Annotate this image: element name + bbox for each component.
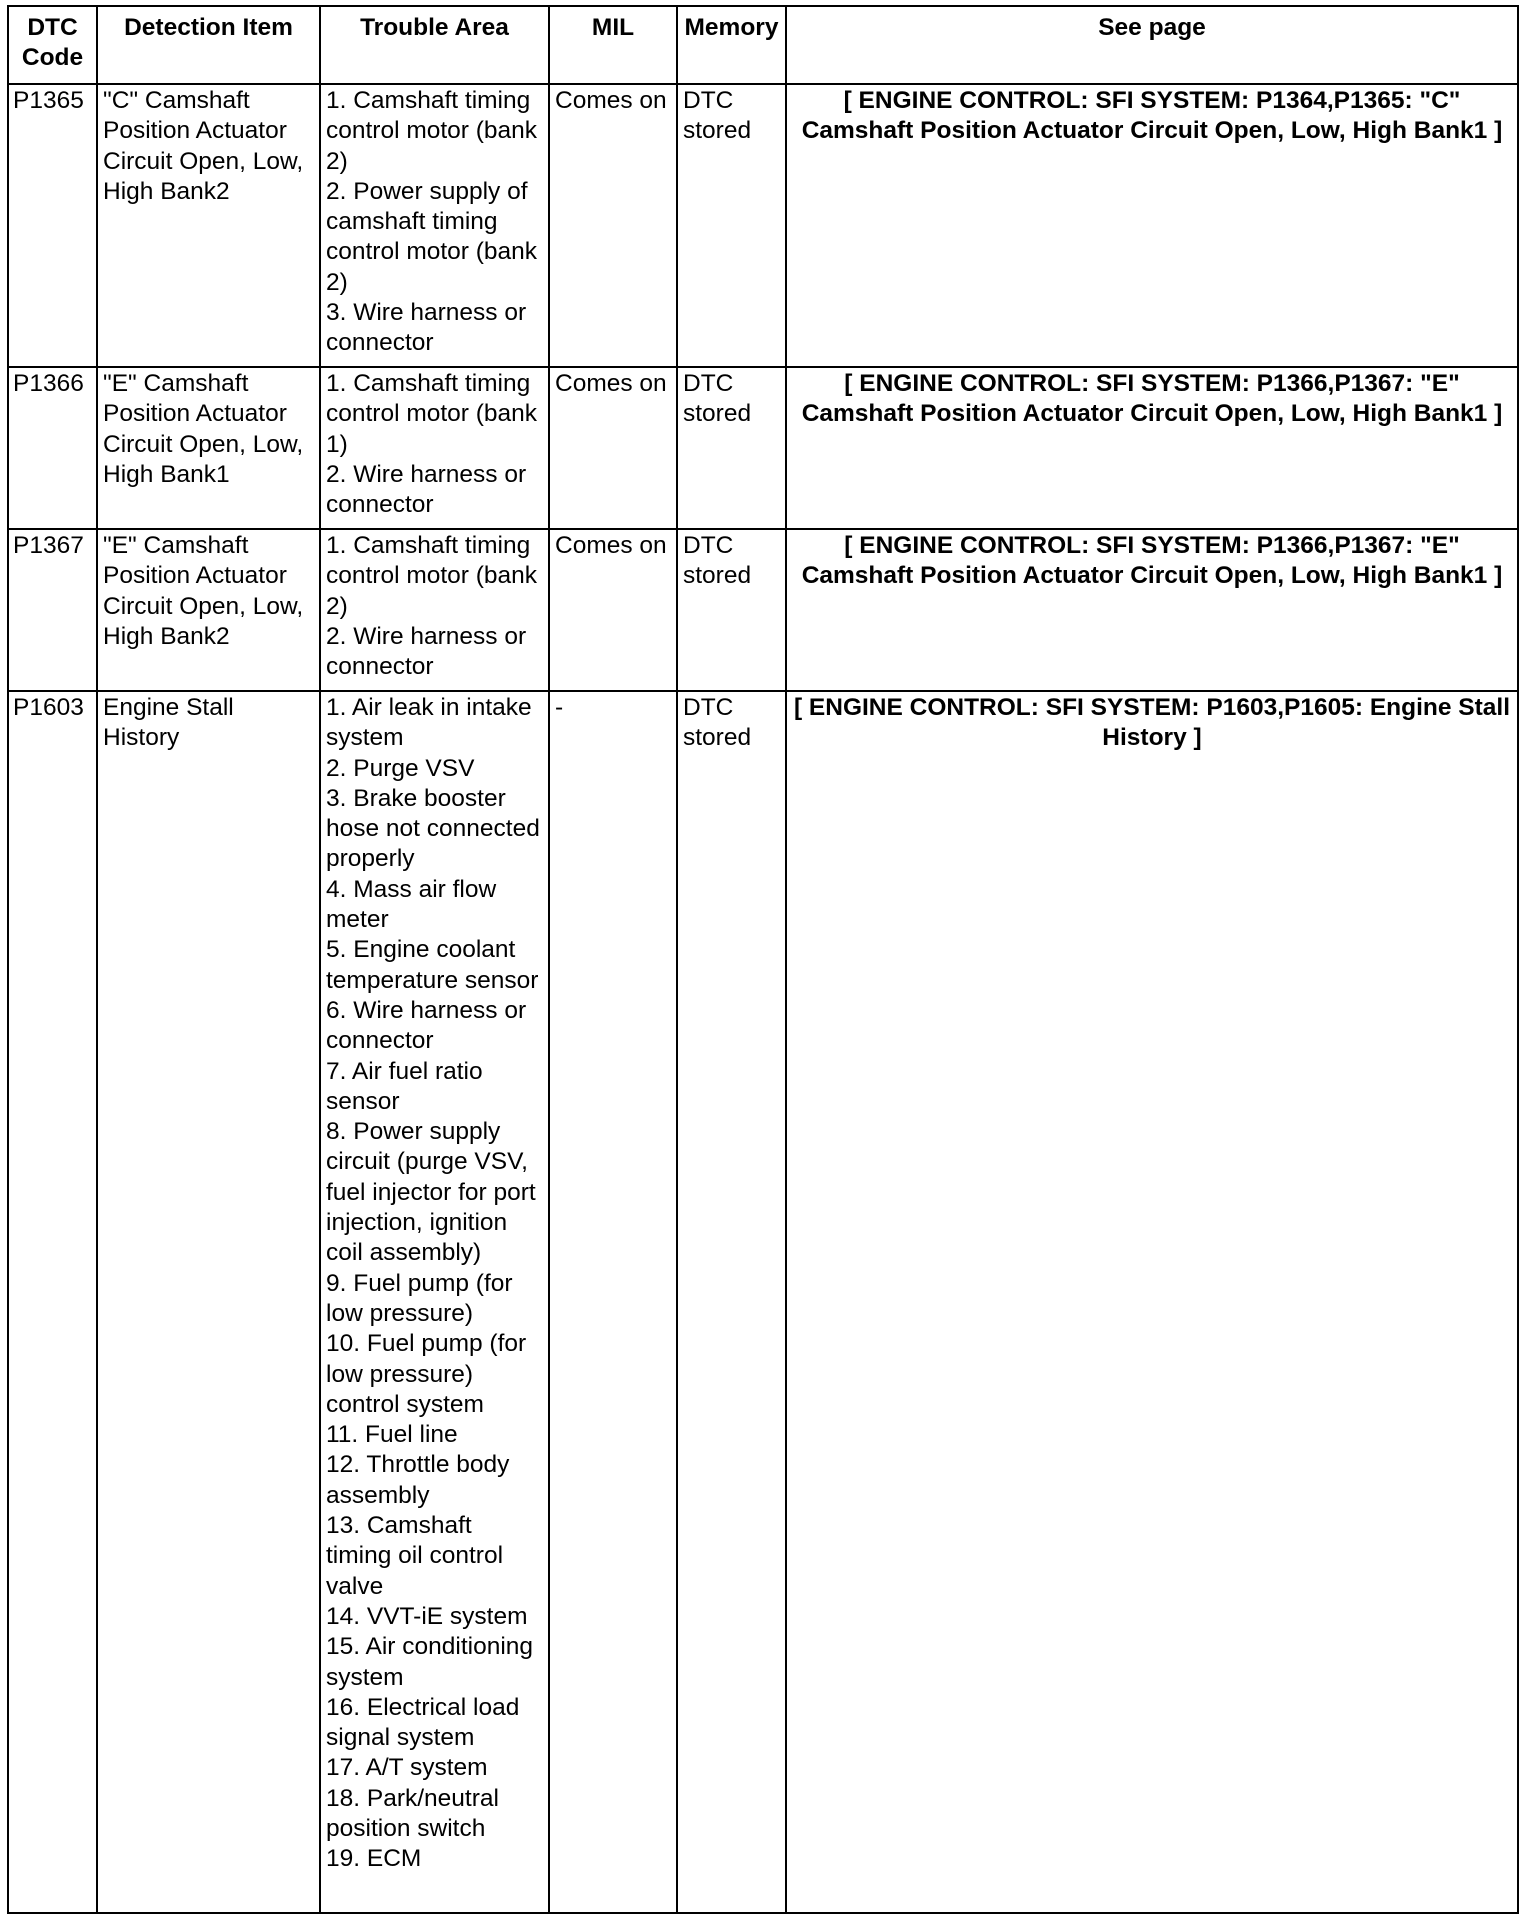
trouble-area-cell <box>320 529 549 691</box>
trouble-area-item: 2. Power supply of camshaft timing control motor (bank 2) <box>326 177 538 296</box>
trouble-area-item: 5. Engine coolant temperature sensor <box>326 936 539 994</box>
table-row <box>8 367 1518 529</box>
memory-cell: DTC stored <box>677 84 786 367</box>
trouble-area-item: 16. Electrical load signal system <box>326 1693 520 1752</box>
detection-item-cell: "E" Camshaft Position Actuator Circuit Open, Low, High Bank2 <box>97 529 320 691</box>
header-mil: MIL <box>549 6 677 84</box>
mil-cell: Comes on <box>549 529 677 691</box>
trouble-area-item: 17. A/T system <box>326 1754 488 1782</box>
trouble-area-item: 6. Wire harness or connector <box>326 996 527 1055</box>
header-detection-item: Detection Item <box>97 6 320 84</box>
header-see-page: See page <box>786 6 1518 84</box>
see-page-link[interactable]: [ ENGINE CONTROL: SFI SYSTEM: P1364,P1365: "C" Camshaft Position Actuator Circuit Open, Low, High Bank1 ] <box>786 84 1518 367</box>
memory-cell: DTC stored <box>677 529 786 691</box>
detection-item-cell: Engine Stall History <box>97 691 320 1913</box>
trouble-area-item: 3. Brake booster hose not connected properly <box>326 784 540 873</box>
table-row <box>8 84 1518 367</box>
dtc-code-cell: P1603 <box>8 691 97 1913</box>
table-row <box>8 691 1518 1913</box>
memory-cell: DTC stored <box>677 367 786 529</box>
header-dtc-code: DTC Code <box>8 6 97 84</box>
trouble-area-item: 11. Fuel line <box>326 1421 458 1449</box>
trouble-area-item: 19. ECM <box>326 1845 422 1873</box>
trouble-area-item: 2. Wire harness or connector <box>326 460 527 519</box>
mil-cell: Comes on <box>549 84 677 367</box>
dtc-code-cell: P1366 <box>8 367 97 529</box>
dtc-code-cell: P1367 <box>8 529 97 691</box>
trouble-area-item: 14. VVT-iE system <box>326 1602 528 1630</box>
trouble-area-item: 12. Throttle body assembly <box>326 1451 510 1509</box>
trouble-area-item: 8. Power supply circuit (purge VSV, fuel injector for port injection, ignition coil assembly) <box>326 1118 536 1267</box>
trouble-area-item: 1. Camshaft timing control motor (bank 1) <box>326 370 538 458</box>
trouble-area-item: 15. Air conditioning system <box>326 1633 534 1691</box>
mil-cell: - <box>549 691 677 1913</box>
trouble-area-item: 4. Mass air flow meter <box>326 875 497 934</box>
table-row <box>8 529 1518 691</box>
trouble-area-item: 1. Camshaft timing control motor (bank 2) <box>326 532 538 620</box>
trouble-area-cell <box>320 367 549 529</box>
trouble-area-item: 7. Air fuel ratio sensor <box>326 1057 483 1115</box>
trouble-area-item: 1. Camshaft timing control motor (bank 2) <box>326 87 538 175</box>
trouble-area-item: 2. Wire harness or connector <box>326 622 527 681</box>
trouble-area-cell <box>320 84 549 367</box>
header-trouble-area: Trouble Area <box>320 6 549 84</box>
mil-cell: Comes on <box>549 367 677 529</box>
memory-cell: DTC stored <box>677 691 786 1913</box>
see-page-link[interactable]: [ ENGINE CONTROL: SFI SYSTEM: P1366,P1367: "E" Camshaft Position Actuator Circuit Open, Low, High Bank1 ] <box>786 529 1518 691</box>
trouble-area-item: 13. Camshaft timing oil control valve <box>326 1512 504 1600</box>
dtc-table <box>7 5 1519 1914</box>
header-row <box>8 6 1518 84</box>
dtc-code-cell: P1365 <box>8 84 97 367</box>
detection-item-cell: "E" Camshaft Position Actuator Circuit Open, Low, High Bank1 <box>97 367 320 529</box>
detection-item-cell: "C" Camshaft Position Actuator Circuit Open, Low, High Bank2 <box>97 84 320 367</box>
header-memory: Memory <box>677 6 786 84</box>
trouble-area-item: 18. Park/neutral position switch <box>326 1784 499 1842</box>
document-page <box>7 5 1517 1914</box>
trouble-area-item: 9. Fuel pump (for low pressure) <box>326 1269 513 1327</box>
trouble-area-item: 3. Wire harness or connector <box>326 299 527 357</box>
trouble-area-item: 10. Fuel pump (for low pressure) control system <box>326 1330 527 1418</box>
see-page-link[interactable]: [ ENGINE CONTROL: SFI SYSTEM: P1603,P1605: Engine Stall History ] <box>786 691 1518 1913</box>
trouble-area-item: 2. Purge VSV <box>326 754 475 782</box>
see-page-link[interactable]: [ ENGINE CONTROL: SFI SYSTEM: P1366,P1367: "E" Camshaft Position Actuator Circuit Open, Low, High Bank1 ] <box>786 367 1518 529</box>
trouble-area-item: 1. Air leak in intake system <box>326 694 532 752</box>
trouble-area-cell <box>320 691 549 1913</box>
